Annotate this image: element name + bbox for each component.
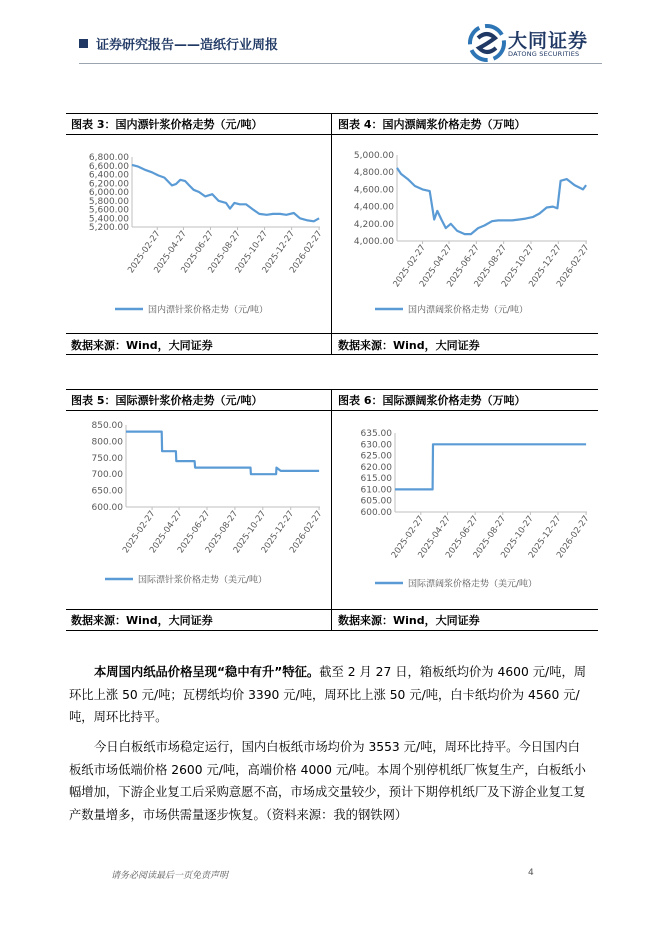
figure-top-rule [66,113,598,114]
figure-caption-rule [66,134,598,135]
x-tick-label: 2026-02-27 [288,228,325,276]
x-tick-label: 2026-02-27 [555,242,592,290]
x-tick-label: 2025-08-27 [206,228,243,276]
page-number: 4 [528,868,534,878]
chart-intl-hardwood-pulp [335,413,597,605]
chart-intl-softwood-pulp [70,413,328,605]
x-tick-label: 2025-12-27 [259,508,297,556]
figure-6-caption: 图表 6：国际漂阔浆价格走势（万吨） [338,394,526,407]
header-square-icon [79,39,88,48]
x-tick-label: 2025-08-27 [471,513,509,561]
x-tick-label: 2025-04-27 [416,513,453,561]
y-tick-label: 5,000.00 [353,151,394,161]
x-tick-label: 2025-04-27 [152,228,189,276]
y-tick-label: 6,800.00 [88,153,129,163]
x-tick-label: 2025-10-27 [231,508,269,556]
x-tick-label: 2025-10-27 [499,242,537,290]
x-tick-label: 2025-02-27 [126,228,163,276]
figure-column-divider [331,113,332,355]
y-tick-label: 625.00 [360,451,392,462]
source-bottom-rule [66,630,598,631]
y-tick-label: 6,600.00 [88,161,129,172]
chart-domestic-hardwood-pulp [335,137,597,327]
source-bottom-rule [66,354,598,355]
x-tick-label: 2025-02-27 [391,242,428,290]
figure-6-source: 数据来源：Wind，大同证券 [338,614,480,627]
x-tick-label: 2025-08-27 [203,508,241,556]
y-tick-label: 630.00 [360,440,392,451]
y-tick-label: 4,400.00 [353,202,394,213]
x-tick-label: 2025-12-27 [526,513,564,561]
company-logo [468,24,613,64]
y-tick-label: 620.00 [360,462,392,473]
x-tick-label: 2025-02-27 [389,513,427,561]
y-tick-label: 750.00 [91,453,123,464]
y-tick-label: 600.00 [360,508,392,518]
report-title: 证券研究报告——造纸行业周报 [96,38,279,53]
x-tick-label: 2025-02-27 [121,508,158,556]
figure-3-source: 数据来源：Wind，大同证券 [71,339,213,352]
y-tick-label: 635.00 [360,429,392,439]
y-tick-label: 4,800.00 [353,168,394,179]
y-tick-label: 4,600.00 [353,185,394,196]
y-tick-label: 615.00 [360,474,392,485]
figure-4-source: 数据来源：Wind，大同证券 [338,339,480,352]
y-tick-label: 700.00 [91,470,123,481]
paragraph-paper-prices [69,661,590,729]
disclaimer-note: 请务必阅读最后一页免责声明 [111,871,229,881]
legend-label: 国内漂阔浆价格走势（元/吨） [408,305,529,316]
y-tick-label: 5,400.00 [88,214,129,225]
x-tick-label: 2025-08-27 [472,242,510,290]
x-tick-label: 2025-04-27 [148,508,185,556]
x-tick-label: 2025-12-27 [260,228,298,276]
figure-5-source: 数据来源：Wind，大同证券 [71,614,213,627]
y-tick-label: 5,800.00 [88,196,129,207]
x-tick-label: 2025-04-27 [417,242,455,290]
paragraph-body: 截至 2 月 27 日，箱板纸均价为 4600 元/吨，周环比上涨 50 元/吨；瓦楞纸均价 3390 元/吨，周环比上涨 50 元/吨，白卡纸均价为 4560 元/吨，周环比持平。 [69,665,587,724]
y-tick-label: 4,200.00 [353,219,394,230]
y-tick-label: 5,200.00 [88,223,129,233]
logo-icon [468,24,506,62]
legend-label: 国内漂针浆价格走势（元/吨） [148,305,269,316]
x-tick-label: 2025-06-27 [175,508,213,556]
chart-domestic-softwood-pulp [70,137,328,327]
legend-label: 国际漂阔浆价格走势（美元/吨） [408,579,538,590]
series-line [395,444,586,489]
x-tick-label: 2025-06-27 [445,242,482,290]
x-tick-label: 2025-12-27 [527,242,564,290]
figure-caption-rule [66,410,598,411]
series-line [132,165,319,221]
header-divider [79,63,602,64]
paragraph-whiteboard-market: 今日白板纸市场稳定运行，国内白板纸市场均价为 3553 元/吨，周环比持平。今日国内白板纸市场低端价格 2600 元/吨，高端价格 4000 元/吨。本周个别停机纸厂恢复生产，白板纸小幅增加，下游企业复工后采购意愿不高，市场成交量较少，预计下期停机纸厂及下游企业复工复产数量增多，市场供需量逐步恢复。（资料来源：我的钢铁网） [69,740,586,822]
y-tick-label: 605.00 [360,496,392,507]
source-top-rule [66,609,598,610]
y-tick-label: 850.00 [91,421,123,431]
logo-name: 大同证券 [508,30,589,52]
series-line [126,432,319,475]
y-tick-label: 610.00 [360,485,392,496]
y-tick-label: 600.00 [91,503,123,513]
y-tick-label: 4,000.00 [353,237,394,247]
source-top-rule [66,333,598,334]
paragraph-lead: 本周国内纸品价格呈现“稳中有升”特征。 [94,665,320,679]
series-line [397,168,586,234]
x-tick-label: 2026-02-27 [555,513,592,561]
y-tick-label: 6,200.00 [88,179,129,190]
figure-4-caption: 图表 4：国内漂阔浆价格走势（万吨） [338,118,526,131]
x-tick-label: 2025-10-27 [233,228,271,276]
figure-top-rule [66,389,598,390]
y-tick-label: 650.00 [91,486,123,497]
figure-3-caption: 图表 3：国内漂针浆价格走势（元/吨） [71,118,263,131]
figure-5-caption: 图表 5：国际漂针浆价格走势（元/吨） [71,394,263,407]
x-tick-label: 2025-10-27 [499,513,536,561]
x-tick-label: 2025-06-27 [179,228,216,276]
x-tick-label: 2025-06-27 [444,513,481,561]
y-tick-label: 6,400.00 [88,170,129,181]
figure-column-divider [331,389,332,631]
x-tick-label: 2026-02-27 [288,508,325,556]
y-tick-label: 5,600.00 [88,205,129,216]
y-tick-label: 6,000.00 [88,188,129,198]
y-tick-label: 800.00 [91,437,123,448]
logo-english-name: DATONG SECURITIES [508,50,580,58]
legend-label: 国际漂针浆价格走势（美元/吨） [138,575,268,586]
